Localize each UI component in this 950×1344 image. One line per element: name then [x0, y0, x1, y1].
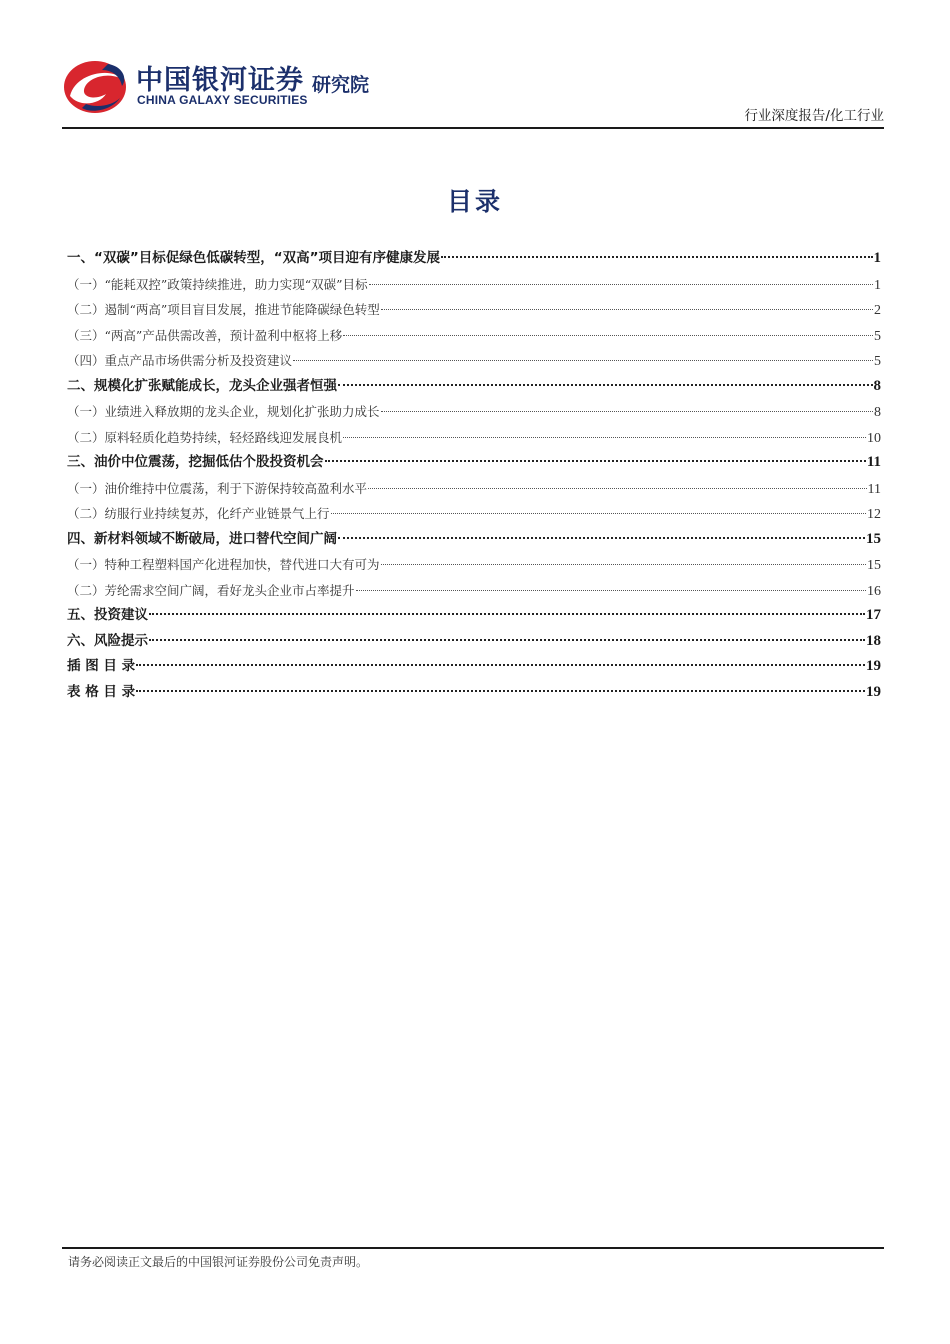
toc-entry-label: 插 图 目 录: [67, 658, 136, 674]
toc-page-number: 12: [867, 507, 881, 522]
toc-entry-label: 四、新材料领域不断破局，进口替代空间广阔: [67, 530, 337, 547]
toc-entry-subsection[interactable]: [67, 323, 881, 349]
toc-page-number: 11: [866, 454, 881, 470]
brand-name-en: CHINA GALAXY SECURITIES: [137, 93, 308, 107]
toc-entry-label: 二、规模化扩张赋能成长，龙头企业强者恒强: [67, 377, 337, 394]
toc-page-number: 19: [866, 658, 881, 674]
toc-page-number: 11: [867, 481, 881, 497]
toc-page-number: 5: [874, 328, 881, 344]
toc-dot-leader: [343, 437, 866, 438]
toc-entry-subsection[interactable]: [67, 399, 881, 425]
toc-entry-subsection[interactable]: [67, 578, 881, 604]
toc-entry-label: （三）“两高”产品供需改善，预计盈利中枢将上移: [67, 327, 343, 343]
toc-entry-subsection[interactable]: [67, 501, 881, 527]
toc-entry-label: （二）芳纶需求空间广阔，看好龙头企业市占率提升: [67, 582, 355, 598]
toc-dot-leader: [381, 564, 866, 565]
toc-page-number: 2: [874, 303, 881, 318]
toc-dot-leader: [149, 613, 865, 615]
toc-page-number: 15: [867, 558, 881, 573]
toc-entry-subsection[interactable]: [67, 476, 881, 502]
toc-entry-label: （四）重点产品市场供需分析及投资建议: [67, 353, 293, 368]
toc-entry-label: （一）业绩进入释放期的龙头企业，规划化扩张助力成长: [67, 404, 380, 419]
toc-entry-section[interactable]: [67, 629, 881, 655]
toc-page-number: 5: [874, 354, 881, 369]
toc-entry-label: 三、油价中位震荡，挖掘低估个股投资机会: [67, 454, 324, 470]
institute-label: 研究院: [312, 74, 370, 96]
toc-entry-label: （二）原料轻质化趋势持续，轻烃路线迎发展良机: [67, 429, 343, 445]
toc-page-number: 19: [866, 683, 881, 700]
brand-name-cn: 中国银河证券: [136, 65, 304, 96]
toc-page-number: 1: [874, 277, 881, 293]
footer-disclaimer: 请务必阅读正文最后的中国银河证券股份公司免责声明。: [68, 1255, 369, 1269]
toc-entry-section[interactable]: [67, 603, 881, 629]
page-header: [62, 52, 884, 128]
toc-dot-leader: [136, 664, 865, 666]
toc-entry-label: 一、“双碳”目标促绿色低碳转型，“双高”项目迎有序健康发展: [67, 250, 440, 266]
toc-entry-section[interactable]: [67, 654, 881, 680]
toc-entry-label: 表 格 目 录: [67, 683, 136, 700]
report-type: 行业深度报告/化工行业: [744, 108, 884, 124]
toc-entry-label: （一）油价维持中位震荡，利于下游保持较高盈利水平: [67, 480, 368, 496]
toc-entry-label: （一）“能耗双控”政策持续推进，助力实现“双碳”目标: [67, 276, 368, 292]
header-divider: [62, 127, 884, 129]
toc-entry-section[interactable]: [67, 450, 881, 476]
toc-entry-subsection[interactable]: [67, 297, 881, 323]
toc-dot-leader: [338, 384, 873, 386]
toc-title: 目录: [446, 187, 503, 216]
toc-page-number: 16: [867, 583, 881, 599]
toc-dot-leader: [338, 537, 865, 539]
toc-entry-label: 六、风险提示: [67, 632, 148, 649]
toc-entry-subsection[interactable]: [67, 425, 881, 451]
toc-dot-leader: [381, 411, 873, 412]
toc-entry-section[interactable]: [67, 374, 881, 400]
toc-dot-leader: [343, 335, 873, 336]
toc-dot-leader: [381, 309, 873, 310]
toc-entry-subsection[interactable]: [67, 552, 881, 578]
toc-dot-leader: [136, 690, 865, 692]
toc-dot-leader: [441, 256, 873, 258]
toc-page-number: 8: [873, 377, 881, 394]
toc-entry-section[interactable]: [67, 527, 881, 553]
toc-dot-leader: [331, 513, 866, 514]
toc-entry-label: （二）纺服行业持续复苏，化纤产业链景气上行: [67, 506, 330, 521]
toc-entry-section[interactable]: [67, 680, 881, 706]
toc-dot-leader: [368, 488, 867, 489]
toc-entry-section[interactable]: [67, 246, 881, 272]
footer-divider: [62, 1247, 884, 1249]
toc-entry-label: （一）特种工程塑料国产化进程加快，替代进口大有可为: [67, 557, 380, 572]
toc-dot-leader: [293, 360, 873, 361]
table-of-contents: [67, 246, 881, 705]
toc-page-number: 17: [866, 607, 881, 623]
toc-entry-subsection[interactable]: [67, 348, 881, 374]
toc-page-number: 8: [874, 405, 881, 420]
toc-entry-subsection[interactable]: [67, 272, 881, 298]
galaxy-swirl-icon: [62, 56, 128, 116]
toc-dot-leader: [369, 284, 873, 285]
toc-entry-label: 五、投资建议: [67, 607, 148, 623]
toc-dot-leader: [149, 639, 865, 641]
toc-dot-leader: [356, 590, 866, 591]
toc-dot-leader: [325, 460, 866, 462]
toc-page-number: 1: [873, 250, 881, 266]
toc-entry-label: （二）遏制“两高”项目盲目发展，推进节能降碳绿色转型: [67, 302, 380, 317]
toc-page-number: 18: [866, 632, 881, 649]
toc-page-number: 15: [866, 530, 881, 547]
toc-page-number: 10: [867, 430, 881, 446]
